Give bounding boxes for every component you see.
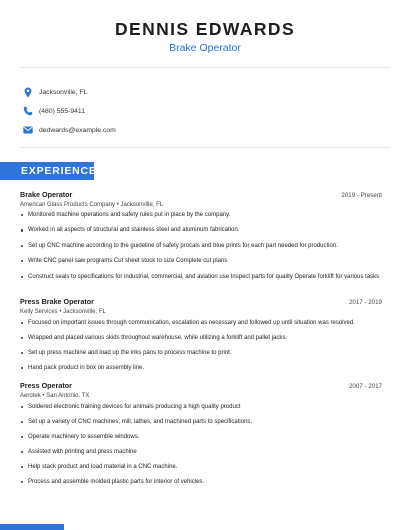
job-bullets — [20, 319, 382, 372]
job-title: Press Brake Operator — [20, 297, 94, 306]
bullet-item: Wrapped and placed various skids throughout warehouse, while utilizing a forklift and pallet jacks. — [20, 334, 382, 342]
job-entry — [20, 190, 382, 281]
email-text: dedwards@example.com — [39, 126, 116, 134]
contact-list — [20, 83, 116, 140]
phone-text: (480) 555-9411 — [39, 107, 85, 115]
bullet-item: Write CNC panel saw programs Cut sheet stock to size Complete cut plans — [20, 257, 382, 265]
bullet-item: Focused on important issues through communication, escalation as necessary and followed up until situation was resolved. — [20, 319, 382, 327]
job-company-line — [20, 309, 382, 315]
job-location: San Antonio, TX — [46, 393, 90, 399]
job-entry — [20, 297, 382, 372]
bullet-item: Operate machinery to assemble windows. — [20, 433, 382, 441]
contact-phone — [20, 102, 116, 120]
job-dates: 2017 - 2019 — [348, 299, 382, 306]
location-pin-icon — [21, 85, 35, 99]
bullet-item: Help stack product and load material in a CNC machine. — [20, 463, 382, 471]
contact-divider — [20, 147, 390, 148]
resume-header — [0, 0, 410, 55]
contact-location — [20, 83, 116, 101]
bullet-item: Construct seals to specifications for industrial, commercial, and aviation use Inspect parts for quality Operate forklift for various tasks — [20, 273, 382, 281]
job-company-line — [20, 202, 382, 208]
meta-separator: • — [116, 202, 121, 208]
job-title: Press Operator — [20, 381, 72, 390]
bullet-item: Worked in all aspects of structural and stainless steel and aluminum fabrication. — [20, 226, 382, 234]
job-dates: 2007 - 2017 — [348, 383, 382, 390]
bullet-item: Monitored machine operations and safety rules put in place by the company. — [20, 211, 382, 219]
meta-separator: • — [42, 393, 47, 399]
bullet-item: Process and assemble molded plastic parts for interior of vehicles. — [20, 478, 382, 486]
bullet-item: Hand pack product in box on assembly line. — [20, 364, 382, 372]
email-icon — [21, 123, 35, 137]
location-text: Jacksonville, FL — [39, 88, 88, 96]
bullet-item: Assisted with printing and press machine — [20, 448, 382, 456]
job-location: Jacksonville, FL — [63, 309, 106, 315]
job-dates: 2019 - Present — [341, 192, 382, 199]
job-entry — [20, 381, 382, 486]
bullet-item: Soldered electronic training devices for animals producing a high quality product — [20, 403, 382, 411]
job-bullets — [20, 403, 382, 486]
phone-icon — [21, 104, 35, 118]
job-bullets — [20, 211, 382, 281]
bullet-item: Set up press machine and load up the inks pans to process machine to print. — [20, 349, 382, 357]
experience-heading: EXPERIENCE — [0, 162, 94, 180]
header-divider — [20, 67, 390, 68]
bullet-item: Set up a variety of CNC machines; mill, lathes, and machined parts to specifications. — [20, 418, 382, 426]
job-title: Brake Operator — [20, 190, 73, 199]
candidate-name: DENNIS EDWARDS — [114, 19, 296, 39]
job-location: Jacksonville, FL — [120, 202, 164, 208]
bullet-item: Set up CNC machine according to the guideline of safety procals and blue prints for each part needed for production. — [20, 242, 382, 250]
meta-separator: • — [59, 309, 64, 315]
candidate-title: Brake Operator — [169, 42, 241, 54]
job-company-line — [20, 393, 382, 399]
contact-email — [20, 121, 116, 139]
job-company: American Glass Products Company — [20, 202, 116, 208]
job-company: Aerotek — [20, 393, 41, 399]
next-section-heading-bar — [0, 524, 64, 530]
job-company: Kelly Services — [20, 309, 58, 315]
